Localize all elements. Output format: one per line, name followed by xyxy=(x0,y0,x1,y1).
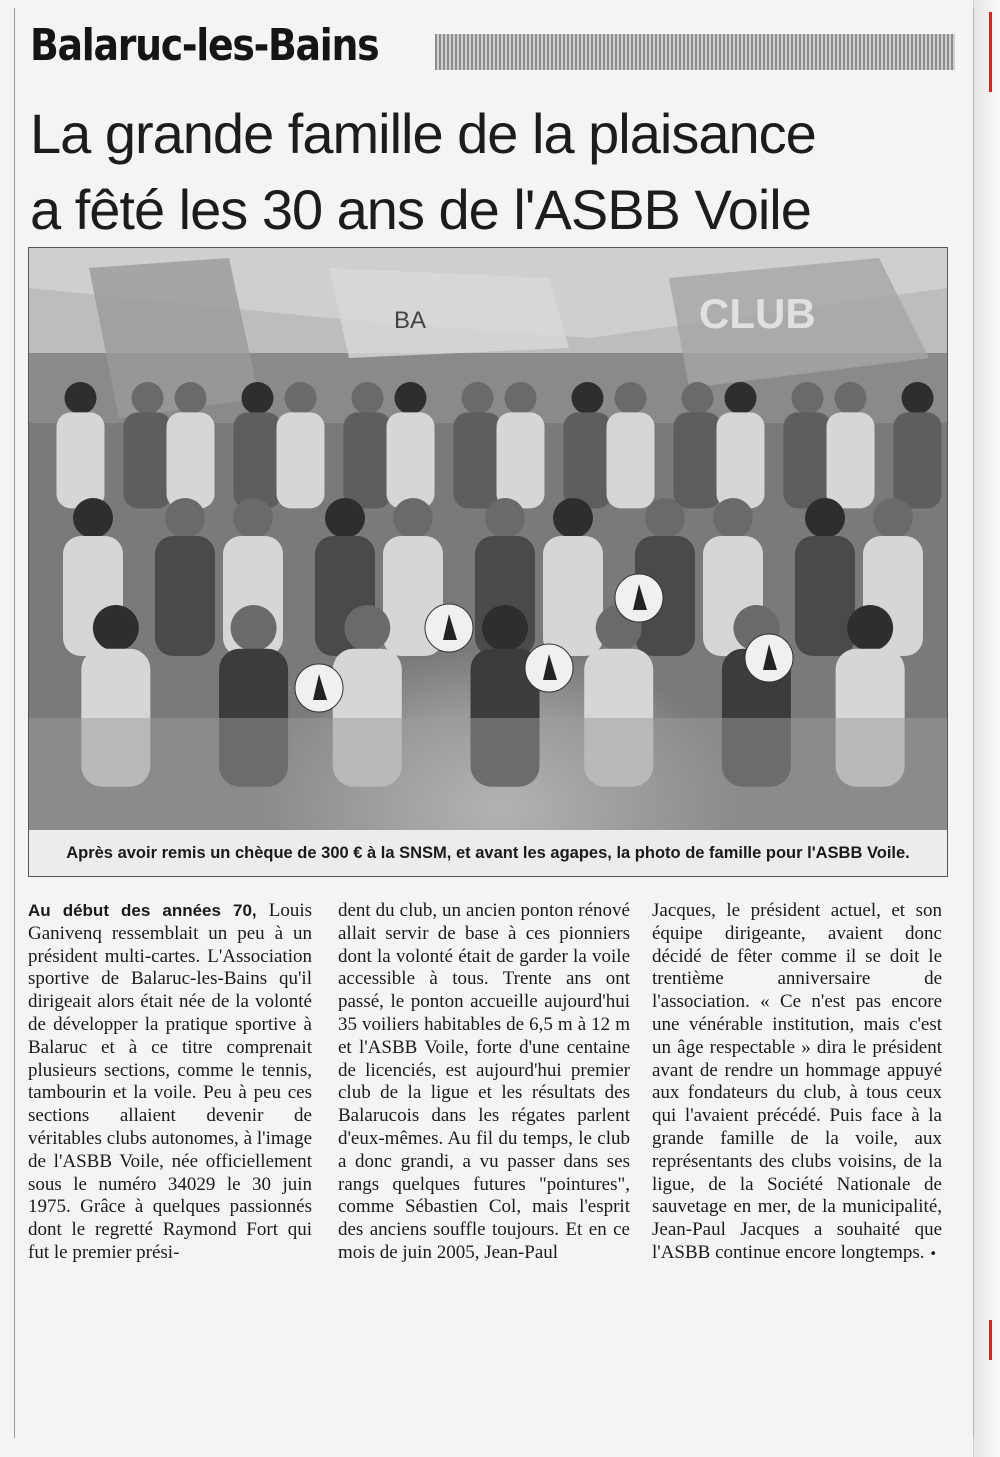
rubric-bar xyxy=(435,34,955,70)
article-column-3 xyxy=(652,900,942,1267)
person-head xyxy=(285,382,317,414)
person-body xyxy=(827,412,875,508)
person-body xyxy=(497,412,545,508)
person-body xyxy=(717,412,765,508)
person-head xyxy=(572,382,604,414)
person-head xyxy=(805,498,845,538)
headline-line-1: La grande famille de la plaisance xyxy=(30,102,816,165)
column-1-text: Louis Ganivenq ressemblait un peu à un président multi-cartes. L'Association sportive de Balaruc-les-Bains qu'il dirigeait alors était née de la volonté de développer la pratique sportive à Balaruc et à ce titre comprenait plusieurs sections, comme le tennis, tambourin et la voile. Peu à peu ces sections allaient devenir de véritables clubs autonomes, à l'image de l'ASBB Voile, née officiellement sous le numéro 34029 le 30 juin 1975. Grâce à quelques passionnés dont le regretté Raymond Fort qui fut le premier prési- xyxy=(28,900,312,1263)
person-head xyxy=(233,498,273,538)
person-head xyxy=(902,382,934,414)
scan-edge xyxy=(973,0,1000,1457)
person-head xyxy=(682,382,714,414)
article-column-2 xyxy=(338,900,630,1265)
person-head xyxy=(725,382,757,414)
person-head xyxy=(165,498,205,538)
person-head xyxy=(175,382,207,414)
person-head xyxy=(615,382,647,414)
headline xyxy=(30,96,970,248)
person-body xyxy=(543,536,603,656)
person-body xyxy=(155,536,215,656)
headline-line-2: a fêté les 30 ans de l'ASBB Voile xyxy=(30,178,811,241)
rubric-title: Balaruc-les-Bains xyxy=(30,16,389,76)
person-body xyxy=(795,536,855,656)
person-head xyxy=(553,498,593,538)
column-2-text: dent du club, un ancien ponton rénové allait servir de base à ces pionniers dont la volonté était de garder la voile accessible à tous. Trente ans ont passé, le ponton accueille aujourd'hui 35 voiliers habitables de 6,5 m à 12 m et l'ASBB Voile, forte d'une centaine de licenciés, est aujourd'hui premier club de la ligue et les résultats des Balarucois dans les régates parlent d'eux-mêmes. Au fil du temps, le club a donc grandi, a vu passer dans ses rangs quelques futures "pointures", comme Sébastien Col, mais l'esprit des anciens souffle toujours. Et en ce mois de juin 2005, Jean-Paul xyxy=(338,900,630,1263)
person-head xyxy=(231,605,277,651)
person-head xyxy=(393,498,433,538)
person-head xyxy=(73,498,113,538)
person-head xyxy=(835,382,867,414)
person-body xyxy=(124,412,172,508)
scan-mark-bottom xyxy=(989,1320,992,1360)
person-head xyxy=(645,498,685,538)
person-head xyxy=(395,382,427,414)
person-head xyxy=(242,382,274,414)
person-head xyxy=(344,605,390,651)
person-body xyxy=(234,412,282,508)
photo-sign-club: CLUB xyxy=(699,290,816,337)
person-head xyxy=(873,498,913,538)
person-head xyxy=(93,605,139,651)
person-head xyxy=(713,498,753,538)
column-3-text: Jacques, le président actuel, et son équipe dirigeante, avaient donc décidé de fêter comme il se doit le trentième anniversaire de l'association. « Ce n'est pas encore une vénérable institution, mais c'est un âge respectable » dira le président avant de rendre un hommage appuyé aux fondateurs du club, à tous ceux qui l'avaient précédé. Puis face à la grande famille de la voile, aux représentants des clubs voisins, de la ligue, de la Société Nationale de sauvetage en mer, de la municipalité, Jean-Paul Jacques a souhaité que l'ASBB continue encore longtemps. xyxy=(652,900,942,1263)
caption-band xyxy=(28,830,948,877)
person-body xyxy=(674,412,722,508)
person-body xyxy=(784,412,832,508)
person-head xyxy=(505,382,537,414)
person-body xyxy=(387,412,435,508)
scan-mark-top xyxy=(989,12,992,92)
person-body xyxy=(57,412,105,508)
article-column-1 xyxy=(28,900,312,1265)
person-head xyxy=(325,498,365,538)
person-body xyxy=(167,412,215,508)
group-photo xyxy=(28,247,948,832)
person-head xyxy=(65,382,97,414)
person-head xyxy=(482,605,528,651)
person-head xyxy=(462,382,494,414)
person-body xyxy=(277,412,325,508)
person-head xyxy=(132,382,164,414)
person-head xyxy=(792,382,824,414)
person-head xyxy=(352,382,384,414)
photo-caption: Après avoir remis un chèque de 300 € à la SNSM, et avant les agapes, la photo de famille pour l'ASBB Voile. xyxy=(66,843,910,862)
person-body xyxy=(344,412,392,508)
lead-in: Au début des années 70, xyxy=(28,901,257,920)
person-body xyxy=(564,412,612,508)
person-head xyxy=(847,605,893,651)
person-body xyxy=(607,412,655,508)
photo-sign-ba: BA xyxy=(394,307,427,334)
photo-drawing xyxy=(29,248,947,831)
person-body xyxy=(894,412,942,508)
person-head xyxy=(485,498,525,538)
person-body xyxy=(454,412,502,508)
end-mark: • xyxy=(929,1246,937,1262)
